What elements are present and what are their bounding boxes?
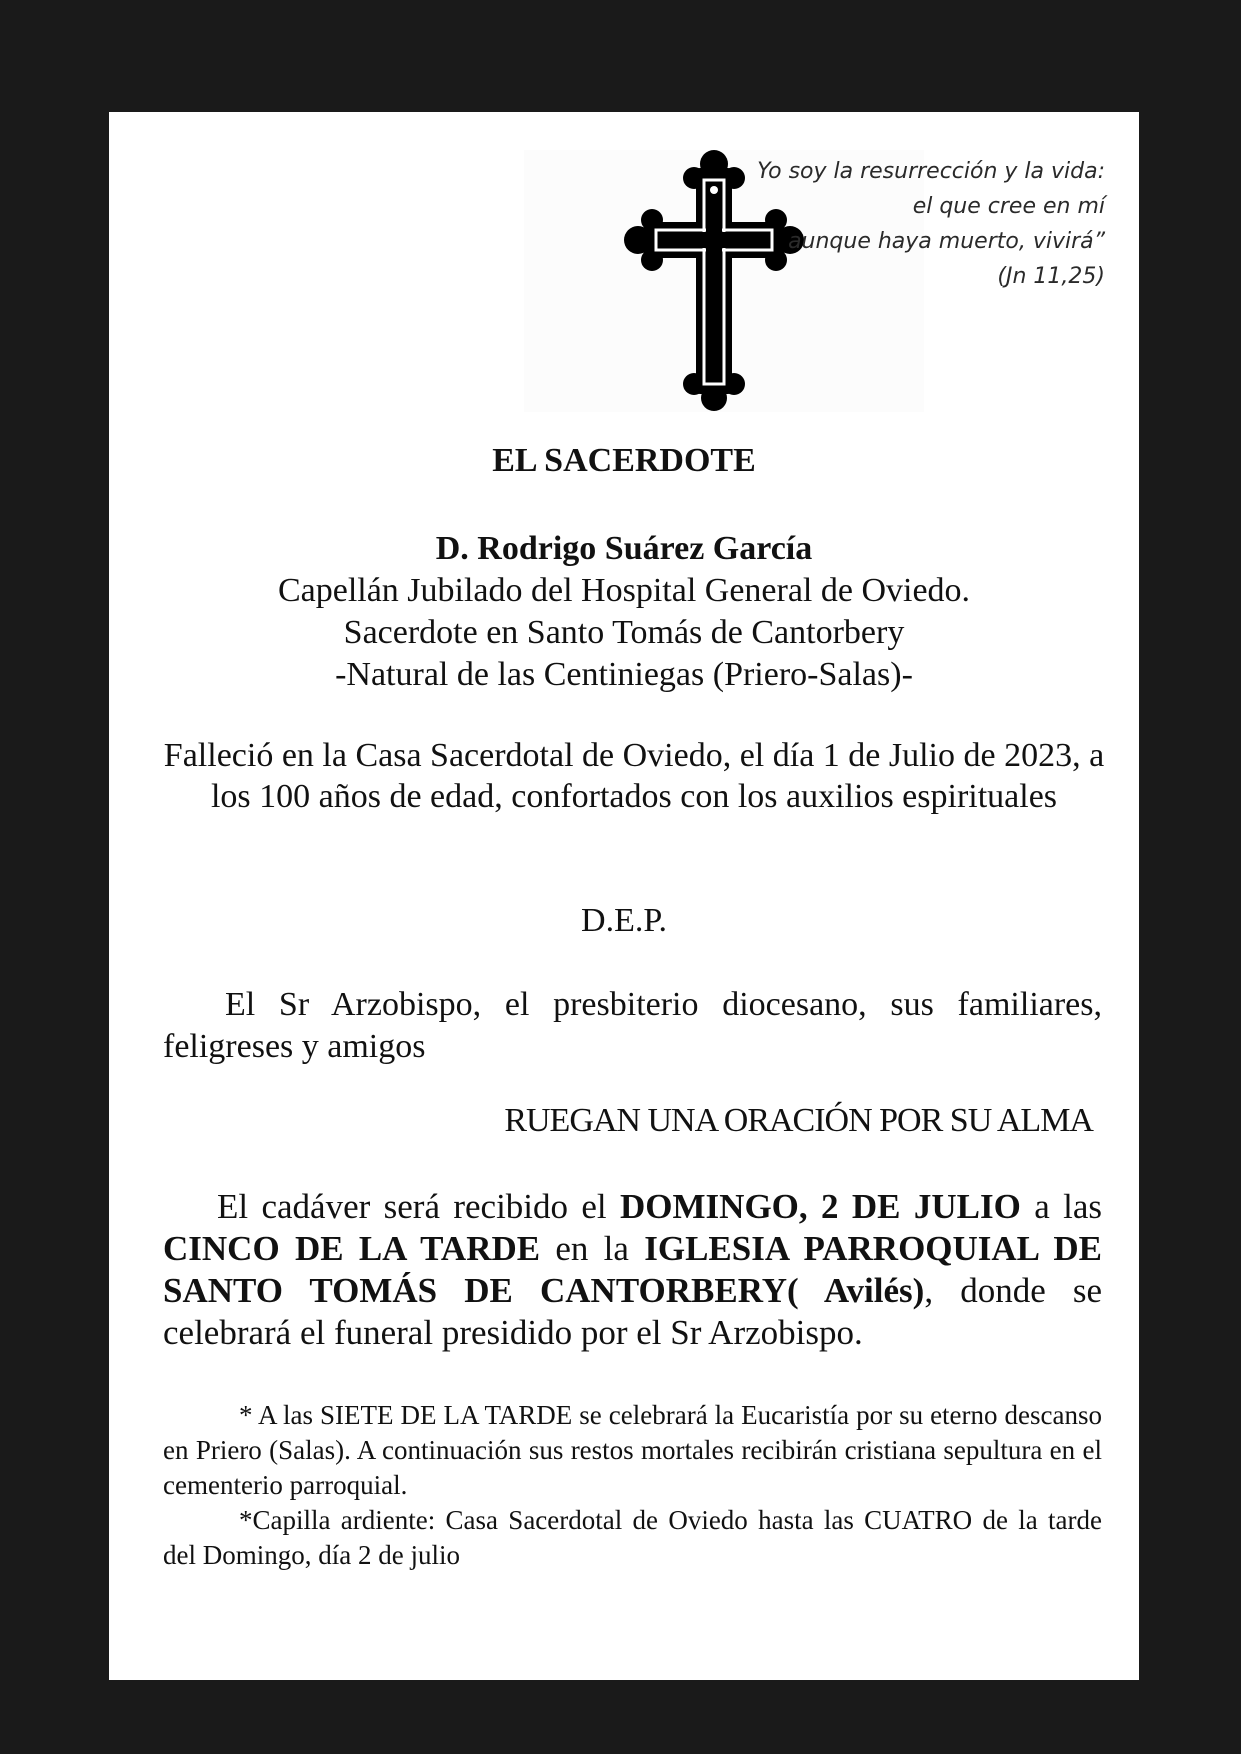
note-chapel: *Capilla ardiente: Casa Sacerdotal de Oviedo hasta las CUATRO de la tarde del Domingo, día 2 de julio [163, 1505, 1102, 1570]
funeral-church: IGLESIA PARROQUIAL DE SANTO TOMÁS DE CANTORBERY( Avilés) [163, 1229, 1102, 1310]
death-notice: Falleció en la Casa Sacerdotal de Oviedo, el día 1 de Julio de 2023, a los 100 años de edad, confortados con los auxilios espirituales [163, 737, 1105, 815]
quote-line: Yo soy la resurrección y la vida: [757, 159, 1105, 184]
prayer-request: RUEGAN UNA ORACIÓN POR SU ALMA [504, 1102, 1093, 1139]
note-eucharist: * A las SIETE DE LA TARDE se celebrará la Eucaristía por su eterno descanso en Priero (Salas). A continuación sus restos mortales recibirán cristiana sepultura en el cementerio parroquial. [163, 1400, 1102, 1500]
deceased-name: D. Rodrigo Suárez García [435, 530, 813, 567]
funeral-text: El cadáver será recibido el [217, 1187, 621, 1226]
dep-text: D.E.P. [581, 902, 667, 939]
notes-block [163, 1398, 1102, 1573]
funeral-text: a las [1020, 1187, 1102, 1226]
quote-reference: (Jn 11,25) [997, 264, 1105, 289]
funeral-time: CINCO DE LA TARDE [163, 1229, 541, 1268]
heading-title: EL SACERDOTE [492, 442, 756, 479]
deceased-parish: Sacerdote en Santo Tomás de Cantorbery [343, 614, 905, 651]
deceased-role: Capellán Jubilado del Hospital General de Oviedo. [277, 572, 971, 609]
deceased-block [109, 528, 1139, 696]
funeral-details [163, 1186, 1102, 1354]
deceased-origin: -Natural de las Centiniegas (Priero-Salas)- [335, 656, 913, 693]
funeral-text: en la [540, 1229, 645, 1268]
family-line: El Sr Arzobispo, el presbiterio diocesano, sus familiares, feligreses y amigos [163, 986, 1102, 1065]
bible-quote [757, 154, 1105, 294]
obituary-card [109, 112, 1139, 1680]
quote-line: el que cree en mí [912, 194, 1105, 219]
funeral-date: DOMINGO, 2 DE JULIO [620, 1187, 1021, 1226]
funeral-text: , donde se celebrará el funeral presidido por el Sr Arzobispo. [163, 1271, 1102, 1352]
quote-line: aunque haya muerto, vivirá” [788, 229, 1105, 254]
